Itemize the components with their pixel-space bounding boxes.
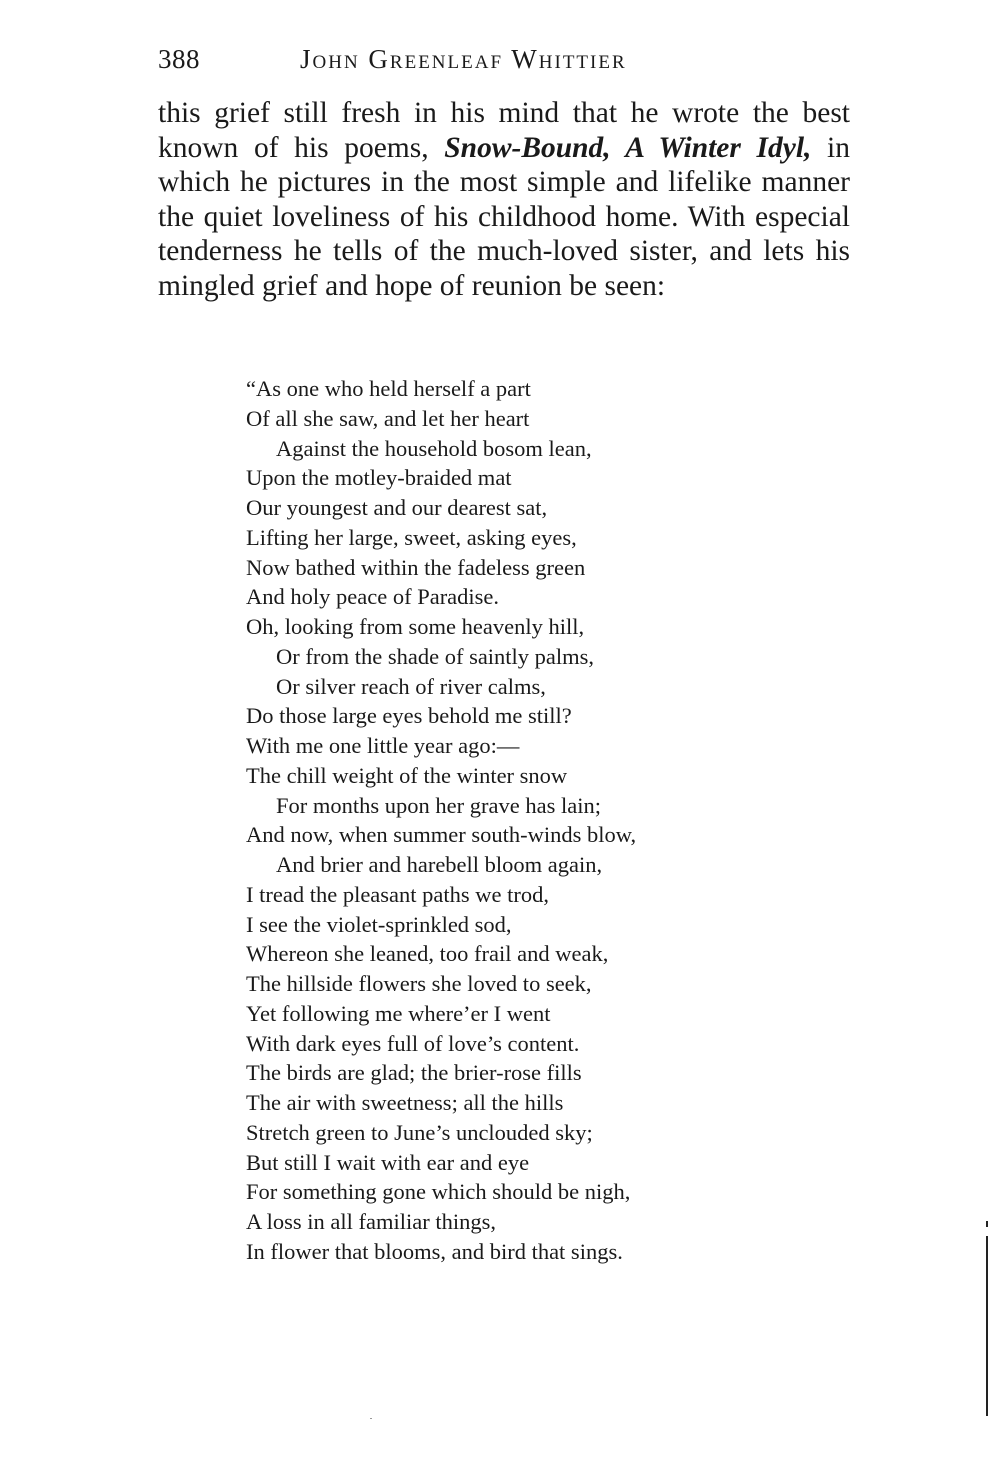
poem-line: The chill weight of the winter snow xyxy=(246,762,568,788)
poem-line: Do those large eyes behold me still? xyxy=(246,703,572,729)
poem-line: Upon the motley-braided mat xyxy=(246,465,512,491)
poem-line: “As one who held herself a part xyxy=(246,376,531,401)
poem-line: The air with sweetness; all the hills xyxy=(246,1090,564,1115)
poem-line: For months upon her grave has lain; xyxy=(276,792,601,818)
poem-line: A loss in all familiar things, xyxy=(246,1209,496,1234)
poem-line: Or from the shade of saintly palms, xyxy=(276,643,595,669)
poem-line: Whereon she leaned, too frail and weak, xyxy=(246,941,609,967)
running-title: John Greenleaf Whittier xyxy=(300,44,627,74)
poem-line: Lifting her large, sweet, asking eyes, xyxy=(246,524,577,550)
poem-line: With dark eyes full of love’s content. xyxy=(246,1030,580,1056)
poem-line: For something gone which should be nigh, xyxy=(246,1179,631,1205)
poem-quotation xyxy=(246,374,806,1267)
poem-line: And now, when summer south-winds blow, xyxy=(246,822,637,848)
scan-edge-line xyxy=(986,1236,988,1416)
prose-text-before-title: this grief still fresh in his mind that he wrote the best known of his poems, xyxy=(158,97,850,164)
poem-line: Oh, looking from some heavenly hill, xyxy=(246,614,585,639)
poem-title-reference: Snow-Bound, A Winter Idyl, xyxy=(444,131,812,164)
poem-line: With me one little year ago:— xyxy=(246,733,520,758)
poem-line: But still I wait with ear and eye xyxy=(246,1149,530,1175)
poem-line: Or silver reach of river calms, xyxy=(276,673,546,699)
prose-text-after-title: in which he pictures in the most simple and lifelike manner the quiet loveliness of his childhood home. With especial tenderness he tells of the much-loved sister, and lets his mingled grief and hope of reunion be seen: xyxy=(158,131,850,302)
scan-speck xyxy=(370,1418,372,1419)
poem-line: Yet following me where’er I went xyxy=(246,1000,551,1026)
poem-line: The birds are glad; the brier-rose fills xyxy=(246,1060,582,1086)
poem-line: And holy peace of Paradise. xyxy=(246,584,500,610)
poem-line: Our youngest and our dearest sat, xyxy=(246,495,548,520)
poem-line: And brier and harebell bloom again, xyxy=(276,852,603,877)
poem-line: Of all she saw, and let her heart xyxy=(246,405,530,431)
poem-line: I see the violet-sprinkled sod, xyxy=(246,911,512,937)
poem-line: Stretch green to June’s unclouded sky; xyxy=(246,1119,593,1145)
running-header xyxy=(158,44,858,84)
poem-line: The hillside flowers she loved to seek, xyxy=(246,971,592,996)
scan-edge-mark xyxy=(986,1221,988,1227)
prose-paragraph xyxy=(158,96,850,304)
page-number: 388 xyxy=(158,44,200,74)
poem-line: Now bathed within the fadeless green xyxy=(246,554,586,580)
poem-line: Against the household bosom lean, xyxy=(276,435,592,461)
poem-line: I tread the pleasant paths we trod, xyxy=(246,881,550,907)
poem-line: In flower that blooms, and bird that sings. xyxy=(246,1238,623,1264)
